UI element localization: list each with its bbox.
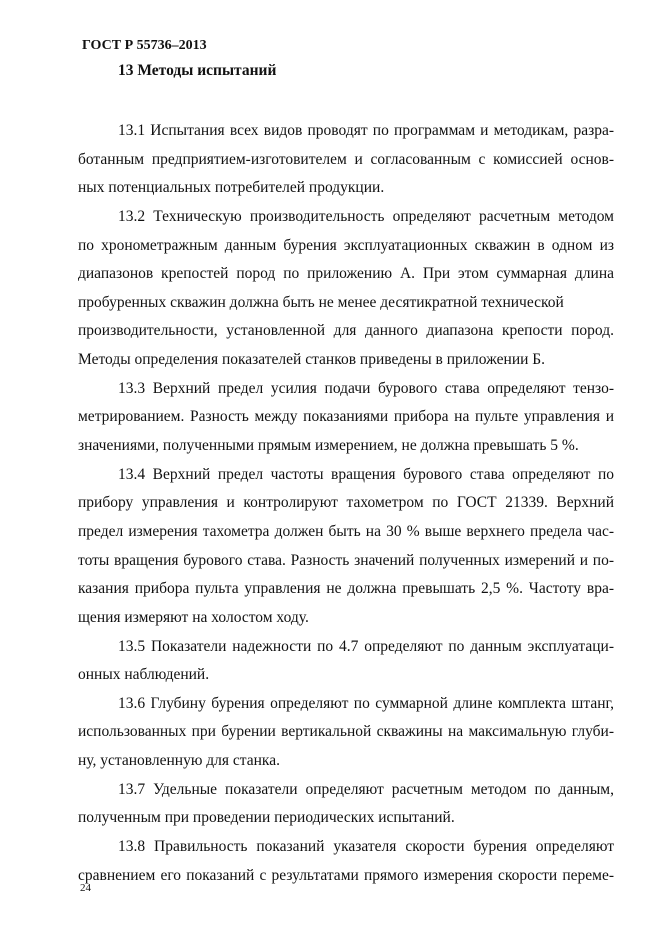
paragraph-line: ботанным предприятием-изготовителем и согласованным с комиссией основ- xyxy=(78,150,614,168)
paragraph-line: Методы определения показателей станков приведены в приложении Б. xyxy=(78,351,546,369)
paragraph-line: 13.2 Техническую производительность определяют расчетным методом xyxy=(118,207,614,225)
paragraph-line: 13.6 Глубину бурения определяют по суммарной длине комплекта штанг, xyxy=(118,694,614,712)
paragraph-line: предел измерения тахометра должен быть на 30 % выше верхнего предела час- xyxy=(78,522,614,540)
paragraph-line: 13.7 Удельные показатели определяют расчетным методом по данным, xyxy=(118,780,614,798)
paragraph-line: онных наблюдений. xyxy=(78,666,210,684)
document-body xyxy=(78,117,614,890)
section-title: 13 Методы испытаний xyxy=(118,62,277,79)
paragraph-line: 13.3 Верхний предел усилия подачи бурового става определяют тензо- xyxy=(118,379,614,397)
paragraph-line: по хронометражным данным бурения эксплуатационных скважин в одном из xyxy=(78,236,614,254)
paragraph-line: тоты вращения бурового става. Разность значений полученных измерений и по- xyxy=(78,551,614,569)
paragraph-line: значениями, полученными прямым измерением, не должна превышать 5 %. xyxy=(78,437,579,455)
paragraph-line: казания прибора пульта управления не должна превышать 2,5 %. Частоту вра- xyxy=(78,580,614,598)
paragraph-line: 13.1 Испытания всех видов проводят по программам и методикам, разра- xyxy=(118,122,614,139)
paragraph-line: метрированием. Разность между показаниями прибора на пульте управления и xyxy=(78,408,614,426)
paragraph-line: 13.5 Показатели надежности по 4.7 определяют по данным эксплуатаци- xyxy=(118,637,614,655)
paragraph-line: полученным при проведении периодических испытаний. xyxy=(78,809,455,827)
paragraph xyxy=(78,633,614,690)
document-header-standard: ГОСТ Р 55736–2013 xyxy=(82,38,207,53)
paragraph-line: 13.8 Правильность показаний указателя скорости бурения определяют xyxy=(118,838,614,856)
paragraph-line: использованных при бурении вертикальной скважины на максимальную глуби- xyxy=(78,723,614,741)
paragraph-line: щения измеряют на холостом ходу. xyxy=(78,608,309,626)
paragraph xyxy=(78,117,614,203)
paragraph-line: прибору управления и контролируют тахометром по ГОСТ 21339. Верхний xyxy=(78,494,614,512)
paragraph-line: сравнением его показаний с результатами прямого измерения скорости переме- xyxy=(78,866,614,884)
paragraph-line: ных потенциальных потребителей продукции. xyxy=(78,179,385,197)
paragraph-line: ну, установленную для станка. xyxy=(78,752,280,770)
paragraph xyxy=(78,375,614,461)
paragraph xyxy=(78,203,614,375)
paragraph-line: 13.4 Верхний предел частоты вращения бурового става определяют по xyxy=(118,465,614,483)
paragraph xyxy=(78,833,614,890)
paragraph xyxy=(78,690,614,776)
paragraph-line: диапазонов крепостей пород по приложению А. При этом суммарная длина xyxy=(78,265,614,283)
paragraph xyxy=(78,776,614,833)
paragraph-line: производительности, установленной для данного диапазона крепости пород. xyxy=(78,322,614,340)
page-number: 24 xyxy=(80,882,91,894)
paragraph xyxy=(78,461,614,633)
paragraph-line: пробуренных скважин должна быть не менее десятикратной технической xyxy=(78,293,564,311)
